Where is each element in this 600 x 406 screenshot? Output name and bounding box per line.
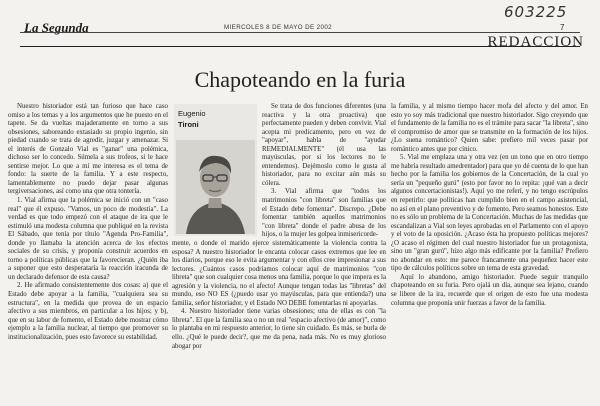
author-last-name: Tironi (178, 120, 199, 129)
paragraph: 3. Vial afirma que "todos los matrimonios "con libreta" son familias que el Estado debe fomentar". Discrepo. ¿Debe fomentar también aquellos matrimonios "con libreta" donde el padre abusa de los hijos, o la mujer les golpea inmisericorde- (262, 188, 386, 239)
author-first-name: Eugenio (178, 109, 206, 118)
paragraph: la familia, y al mismo tiempo hacer mofa del afecto y del amor. En esto yo soy más tradicional que nuestro historiador. Sigo creyendo que el fundamento de la familia no es el trámite para sacar "la libreta", sino el compromiso de amor que se transmite en la formación de los hijos. ¿Lo suena romántico? Quien sabe: prefiero mil veces pasar por romántico antes que por cínico. (391, 103, 588, 153)
newspaper-logo: La Segunda (24, 20, 89, 35)
paragraph: 4. Nuestro historiador tiene varias obsesiones; una de ellas es con "la libreta". El que la familia sea o no un real "espacio afectivo (de amor)", como lo plantaba en mi respuesto anterior, lo tiene sin cuidado. Es más, se burla de ello. ¿Qué le puede decir?, que me da pena, nada más. No es muy glorioso abogar por (172, 308, 386, 350)
column-2-top (262, 103, 386, 240)
paragraph: mente, o donde el marido ejerce sistemáticamente la violencia contra la esposa? A nuestro historiador le encanta colocar casos extremos que lee en los diarios, porque eso le evita argumentar y con ellos cree impresionar a sus lectores. ¿Cuántos casos podríamos colocar aquí de matrimonios "con libreta" que son cualquier cosa menos una familia, porque lo que impera es la agresión y la violencia, no el afecto! Aunque tengan todas las "libretas" del mundo, eso NO ES (¿puedo usar yo mayúsculas, para que entienda?) una familia, señor historiador, y el Estado NO DEBE fomentarlas ni apoyarlas. (172, 240, 386, 307)
handwritten-reference: 603225 (504, 3, 568, 21)
masthead-rule (20, 32, 580, 33)
paragraph: 2. He afirmado consistentemente dos cosas: a) que el Estado debe apoyar a la familia, "cualquiera sea su estructura", en la medida que provea de un espacio afectivo a sus miembros, en particular a los hijos; y b), que en su labor de fomento, el Estado debe mostrar cómo ejemplo a la familia nuclear, al tiempo que promover su institucionalización, pues esto favorece su estabilidad. (8, 282, 168, 341)
issue-date: MIERCOLES 8 DE MAYO DE 2002 (224, 24, 332, 31)
paragraph: Nuestro historiador está tan furioso que hace caso omiso a los temas y a los argumentos que he puesto en el tapete. Se da vueltas majaderamente en torno a sus obsesiones, saboreando extasiado su propio ingenio, sin piedad cuando se trata de agredir, juzgar y amenazar. Si el interés de Gonzalo Vial es "ganar" una polémica, dichoso ser lo concedo. Súmela a sus trofeos, si le hace sentirse mejor. Lo que a mí me interesa es el tema de fondo: la suerte de la familia. Y a este respecto, lamentablemente no puedo dejar pasar algunas tergiversaciones, así como una que otra tontería. (8, 103, 168, 196)
article-headline: Chapoteando en la furia (194, 67, 406, 92)
author-portrait-image (176, 140, 255, 234)
column-2-bottom (172, 240, 386, 351)
section-title: REDACCION (487, 34, 584, 50)
page-number: 7 (560, 23, 565, 32)
column-3 (391, 103, 588, 308)
section-rule (20, 46, 580, 47)
paragraph: Aquí lo abandono, amigo historiador. Puede seguir tranquilo chapoteando en su furia. Pero ojalá un día, aunque sea lejano, cuando se libere de la ira, recuerde que el origen de esto fue una modesta columna que proponía unir fuerzas a favor de la familia. (391, 273, 588, 307)
column-1 (8, 103, 168, 342)
paragraph: 5. Vial me emplaza una y otra vez (en un tono que en otro tiempo me habría resultado amedrentador) para que yo dé cuenta de lo que han hecho por la familia los gobiernos de la Concertación, de la cual yo sería un "pequeño gurú" (esto por favor no lo repita: ¡qué van a decir algunos concertacionistas!). Aquí yo me referí, y no tengo escrúpulos en repetirlo: que políticas han cumplido bien en el campo asistencial, no así en el plano preventivo y de fomento. Pero seamos honestos. Este no es sólo un problema de la Concertación. Muchas de las medidas que escandalizan a Vial son leyes aprobadas en el Parlamento con el apoyo y el voto de la oposición. ¿Acaso ésta ha propuesto políticas mejores? ¿O acaso el régimen del cual nuestro historiador fue un protagonista, sino un "gran gurú", hizo algo más edificante por la familia? Prefiero no abondar en esto: me parece francamente una pequeñez hacer este tipo de cálculos políticos sobre un tema de esta gravedad. (391, 154, 588, 273)
author-name (178, 108, 206, 130)
paragraph: 1. Vial afirma que la polémica se inició con un "caso real" que él expuso. "Vamos, un poco de modestia". La verdad es que todo empezó con el ataque de ira que le estimuló una modesta columna que publiqué en la revista El Sábado, que tenía por título "Agenda Pro-Familia", donde yo llamaba la atención acerca de los efectos sociales de su crisis, y proponía construir acuerdos en torno a políticas públicas que la favorecieran. ¿Quién iba a suponer que esto desperataría la reacción iracunda de un declarado defensor de esta causa? (8, 197, 168, 281)
author-photo (176, 140, 255, 234)
author-box (174, 104, 257, 236)
paragraph: Se trata de dos funciones diferentes (una reactiva y la otra proactiva) que perfectamente pueden y deben convivir. Vial acepta mi predicamento, pero en vez de "apoyar", habla de "ayudar REMEDIALMENTE" (él usa las mayúsculas, por si los lectores no le entendemos). Dejémoslo como le gusta al historiador, para no excitar aún más su cólera. (262, 103, 386, 187)
